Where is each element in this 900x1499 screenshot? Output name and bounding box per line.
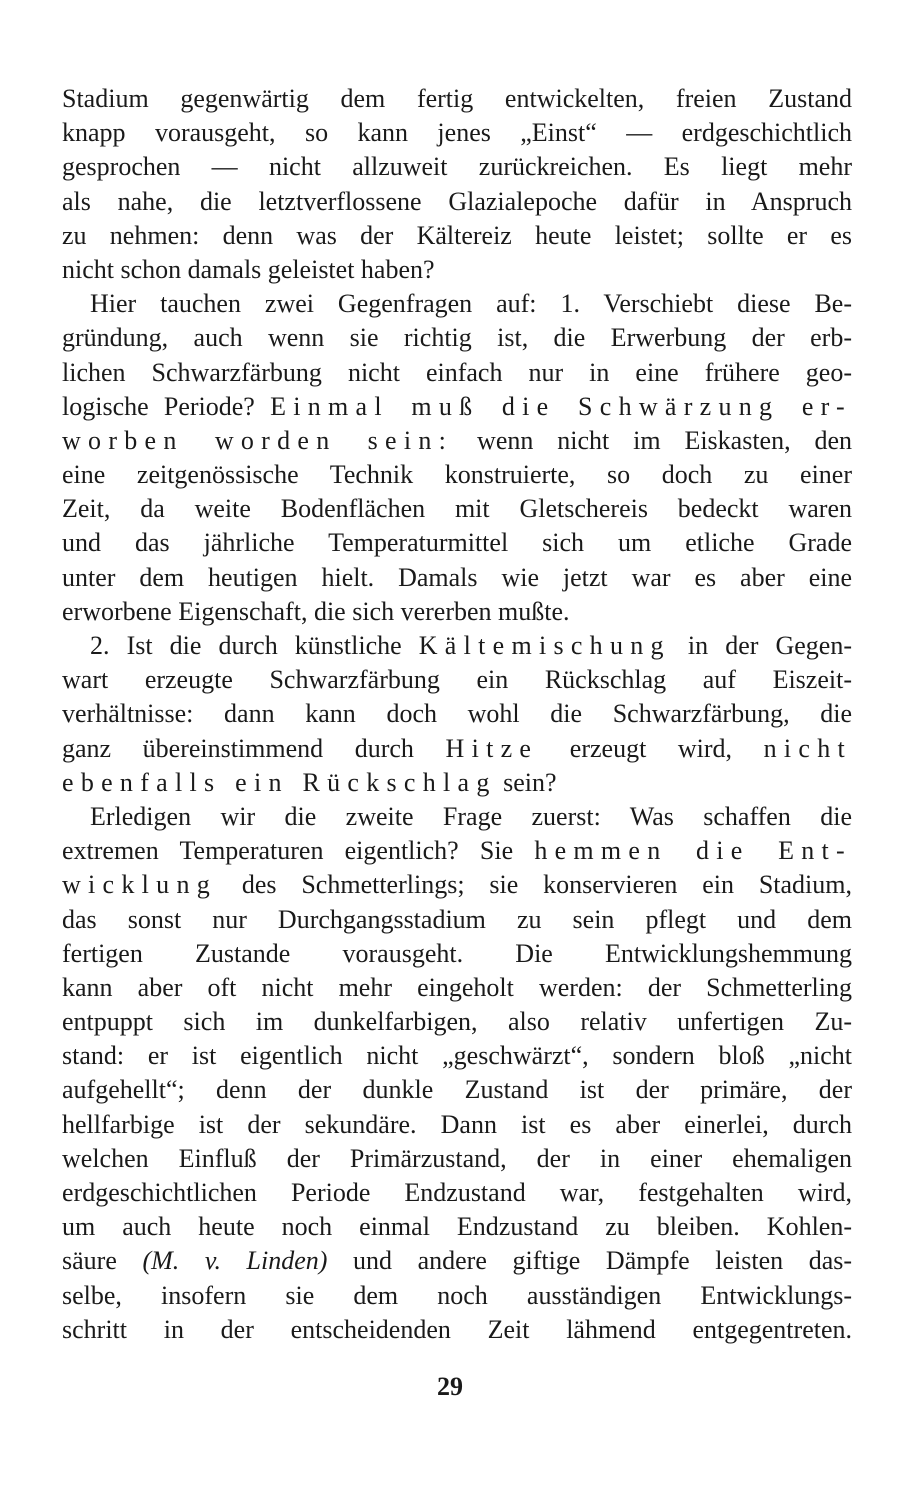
text-segment: ganz übereinstimmend durch (62, 733, 446, 763)
emphasized-text: Einmal muß die Schwärzung er- (270, 391, 852, 421)
text-line (62, 732, 852, 766)
text-line (62, 150, 852, 184)
text-line (62, 868, 852, 902)
emphasized-text: ebenfalls ein Rückschlag (62, 767, 497, 797)
text-segment: erzeugt wird, (538, 733, 764, 763)
text-line (62, 629, 852, 663)
text-segment: und das jährliche Temperaturmittel sich um etliche Grade (62, 528, 852, 558)
text-line (62, 766, 852, 800)
text-segment: wart erzeugte Schwarzfärbung ein Rückschlag auf Eiszeit- (62, 665, 852, 695)
text-segment: um auch heute noch einmal Endzustand zu bleiben. Kohlen- (62, 1212, 852, 1242)
emphasized-text: worben worden sein: (62, 425, 454, 455)
text-segment: hellfarbige ist der sekundäre. Dann ist es aber einerlei, durch (62, 1109, 852, 1139)
text-line (62, 82, 852, 116)
emphasized-text: wicklung (62, 870, 218, 900)
text-line (62, 526, 852, 560)
text-line (62, 492, 852, 526)
text-segment: schritt in der entscheidenden Zeit lähmend entgegentreten. (62, 1314, 852, 1344)
emphasized-text: Kältemischung (418, 631, 671, 660)
text-segment: extremen Temperaturen eigentlich? Sie (62, 836, 535, 866)
emphasized-text: hemmen die Ent- (534, 836, 852, 866)
text-segment: selbe, insofern sie dem noch ausständigen Entwicklungs- (62, 1280, 852, 1310)
text-segment: aufgehellt“; denn der dunkle Zustand ist der primäre, der (62, 1075, 852, 1105)
text-line (62, 561, 852, 595)
text-line (62, 1313, 852, 1347)
text-line (62, 800, 852, 834)
text-line (62, 697, 852, 731)
text-line (62, 663, 852, 697)
text-line (62, 1176, 852, 1210)
text-segment: verhältnisse: dann kann doch wohl die Schwarzfärbung, die (62, 699, 852, 729)
text-line (62, 185, 852, 219)
text-line (62, 287, 852, 321)
text-segment: Hier tauchen zwei Gegenfragen auf: 1. Verschiebt diese Be- (90, 289, 852, 319)
text-line (62, 1244, 852, 1278)
text-segment: kann aber oft nicht mehr eingeholt werden: der Schmetterling (62, 972, 852, 1002)
text-line (62, 971, 852, 1005)
text-segment: und andere giftige Dämpfe leisten das- (327, 1246, 853, 1276)
text-segment: in der Gegen- (670, 631, 852, 660)
text-segment: säure (62, 1246, 143, 1276)
text-segment: Stadium gegenwärtig dem fertig entwickelten, freien Zustand (62, 84, 852, 113)
text-line (62, 1279, 852, 1313)
text-line (62, 458, 852, 492)
text-segment: entpuppt sich im dunkelfarbigen, also relativ unfertigen Zu- (62, 1007, 852, 1037)
text-segment: Zeit, da weite Bodenflächen mit Gletschereis bedeckt waren (62, 494, 852, 524)
text-segment: lichen Schwarzfärbung nicht einfach nur in eine frühere geo- (62, 357, 852, 387)
text-segment: logische Periode? (62, 391, 271, 421)
citation-text: (M. v. Linden) (142, 1246, 328, 1276)
text-segment: gesprochen — nicht allzuweit zurückreichen. Es liegt mehr (62, 152, 852, 182)
text-line (62, 356, 852, 390)
text-line (62, 116, 852, 150)
text-line (62, 834, 852, 868)
text-segment: nicht schon damals geleistet haben? (62, 254, 435, 284)
text-segment: erworbene Eigenschaft, die sich vererben mußte. (62, 596, 570, 626)
text-segment: unter dem heutigen hielt. Damals wie jetzt war es aber eine (62, 562, 852, 592)
page-number: 29 (437, 1372, 463, 1401)
text-line (62, 595, 852, 629)
emphasized-text: nicht (763, 733, 852, 763)
text-segment: zu nehmen: denn was der Kältereiz heute leistet; sollte er es (62, 220, 852, 250)
text-segment: welchen Einfluß der Primärzustand, der in einer ehemaligen (62, 1143, 852, 1173)
text-line (62, 219, 852, 253)
text-segment: fertigen Zustande vorausgeht. Die Entwicklungshemmung (62, 938, 852, 968)
text-line (62, 1108, 852, 1142)
text-segment: des Schmetterlings; sie konservieren ein Stadium, (217, 870, 852, 900)
text-segment: gründung, auch wenn sie richtig ist, die Erwerbung der erb- (62, 323, 852, 353)
text-line (62, 1073, 852, 1107)
text-line (62, 1210, 852, 1244)
text-line (62, 1039, 852, 1073)
text-segment: wenn nicht im Eiskasten, den (453, 425, 853, 455)
text-line (62, 1142, 852, 1176)
text-segment: eine zeitgenössische Technik konstruierte, so doch zu einer (62, 460, 852, 490)
text-line (62, 1005, 852, 1039)
text-segment: als nahe, die letztverflossene Glazialepoche dafür in Anspruch (62, 186, 852, 216)
text-segment: knapp vorausgeht, so kann jenes „Einst“ — erdgeschichtlich (62, 118, 852, 148)
text-segment: sein? (496, 767, 557, 797)
emphasized-text: Hitze (445, 733, 539, 763)
text-line (62, 903, 852, 937)
text-segment: 2. Ist die durch künstliche (90, 631, 419, 660)
text-segment: Erledigen wir die zweite Frage zuerst: Was schaffen die (90, 801, 852, 831)
body-text (62, 82, 852, 1347)
text-line (62, 424, 852, 458)
text-line (62, 321, 852, 355)
text-segment: erdgeschichtlichen Periode Endzustand war, festgehalten wird, (62, 1178, 852, 1207)
text-segment: das sonst nur Durchgangsstadium zu sein pflegt und dem (62, 904, 852, 934)
text-line (62, 390, 852, 424)
text-line (62, 937, 852, 971)
text-segment: stand: er ist eigentlich nicht „geschwärzt“, sondern bloß „nicht (62, 1041, 852, 1071)
text-line (62, 253, 852, 287)
